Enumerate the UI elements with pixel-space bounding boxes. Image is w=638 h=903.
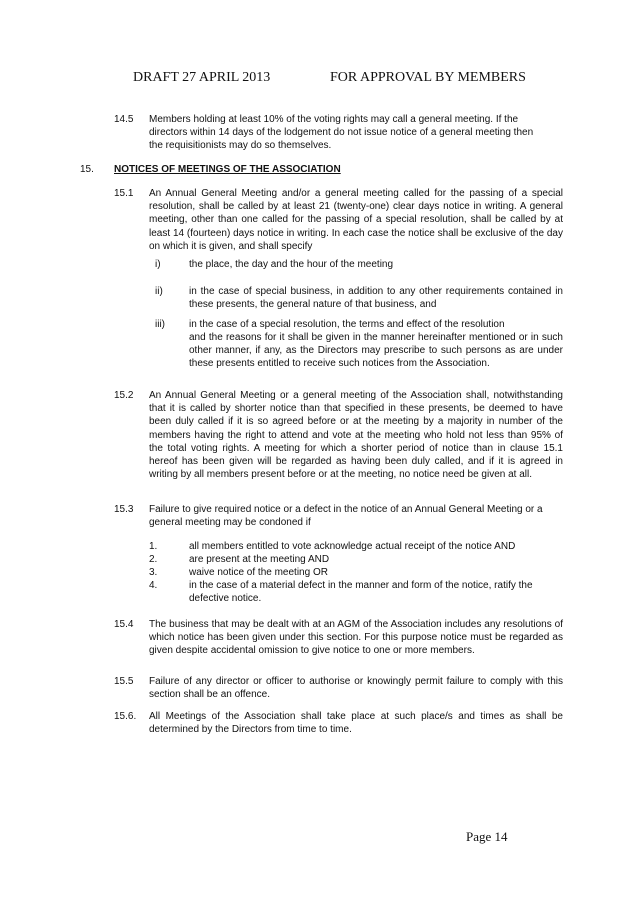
clause-text: All Meetings of the Association shall take place at such place/s and times as shall be determined by the Directors from time to time. <box>149 711 563 736</box>
item-number: i) <box>155 259 161 270</box>
item-number: iii) <box>155 319 165 330</box>
item-number: 4. <box>149 580 158 591</box>
clause-text: An Annual General Meeting and/or a general meeting called for the passing of a special resolution, shall be called by at least 21 (twenty-one) clear days notice in writing. A general meeting, other than one called for the passing of a special resolution, shall be called by at least 14 (fourteen) days notice in writing. In each case the notice shall be exclusive of the day on which it is given, and shall specify <box>149 188 563 252</box>
section-number: 15. <box>80 164 94 175</box>
page-number: Page 14 <box>466 829 508 844</box>
clause-number: 15.5 <box>114 676 134 687</box>
item-number: 3. <box>149 567 158 578</box>
clause-number: 15.3 <box>114 504 134 515</box>
clause-text: Failure of any director or officer to authorise or knowingly permit failure to comply with this section shall be an offence. <box>149 676 563 701</box>
item-text: the place, the day and the hour of the meeting <box>189 259 394 270</box>
clause-number: 15.2 <box>114 390 134 401</box>
item-text: waive notice of the meeting OR <box>189 567 328 578</box>
item-text: in the case of a material defect in the manner and form of the notice, ratify the defective notice. <box>189 580 533 605</box>
item-text: all members entitled to vote acknowledge actual receipt of the notice AND <box>189 541 516 552</box>
item-number: 1. <box>149 541 158 552</box>
clause-number: 15.4 <box>114 619 134 630</box>
clause-number: 14.5 <box>114 114 134 125</box>
clause-text: The business that may be dealt with at an AGM of the Association includes any resolutions of which notice has been given under this section. For this purpose notice must be regarded as given despite accidental omission to give notice to one or more members. <box>149 619 563 657</box>
section-title: NOTICES OF MEETINGS OF THE ASSOCIATION <box>114 164 341 175</box>
item-text-line1: in the case of a special resolution, the terms and effect of the resolution <box>189 319 505 330</box>
clause-number: 15.1 <box>114 188 134 199</box>
header-draft-date: DRAFT 27 APRIL 2013 <box>133 70 271 85</box>
item-number: ii) <box>155 286 163 297</box>
header-approval-note: FOR APPROVAL BY MEMBERS <box>330 70 526 85</box>
clause-text: Failure to give required notice or a defect in the notice of an Annual General Meeting or a general meeting may be condoned if <box>149 504 543 529</box>
item-text: and the reasons for it shall be given in the manner hereinafter mentioned or in such other manner, if any, as the Directors may prescribe to such persons as are under these presents entitled to receive such notices from the Association. <box>189 332 563 370</box>
clause-text: Members holding at least 10% of the voting rights may call a general meeting. If the directors within 14 days of the lodgement do not issue notice of a general meeting then the requisitionists may do so themselves. <box>149 114 534 152</box>
clause-number: 15.6. <box>114 711 137 722</box>
item-number: 2. <box>149 554 158 565</box>
item-text: are present at the meeting AND <box>189 554 330 565</box>
item-text: in the case of special business, in addition to any other requirements contained in these presents, the general nature of that business, and <box>189 286 563 311</box>
clause-text: An Annual General Meeting or a general meeting of the Association shall, notwithstanding that it is called by shorter notice than that specified in these presents, be deemed to have been duly called if it is so agreed before or at the meeting by a majority in number of the members having the right to attend and vote at the meeting who hold not less than 95% of the total voting rights. A meeting for which a shorter period of notice than in clause 15.1 hereof has been given will be regarded as having been duly called, and if it is agreed in writing by all members present before or at the meeting, no notice need be given at all. <box>149 390 563 481</box>
